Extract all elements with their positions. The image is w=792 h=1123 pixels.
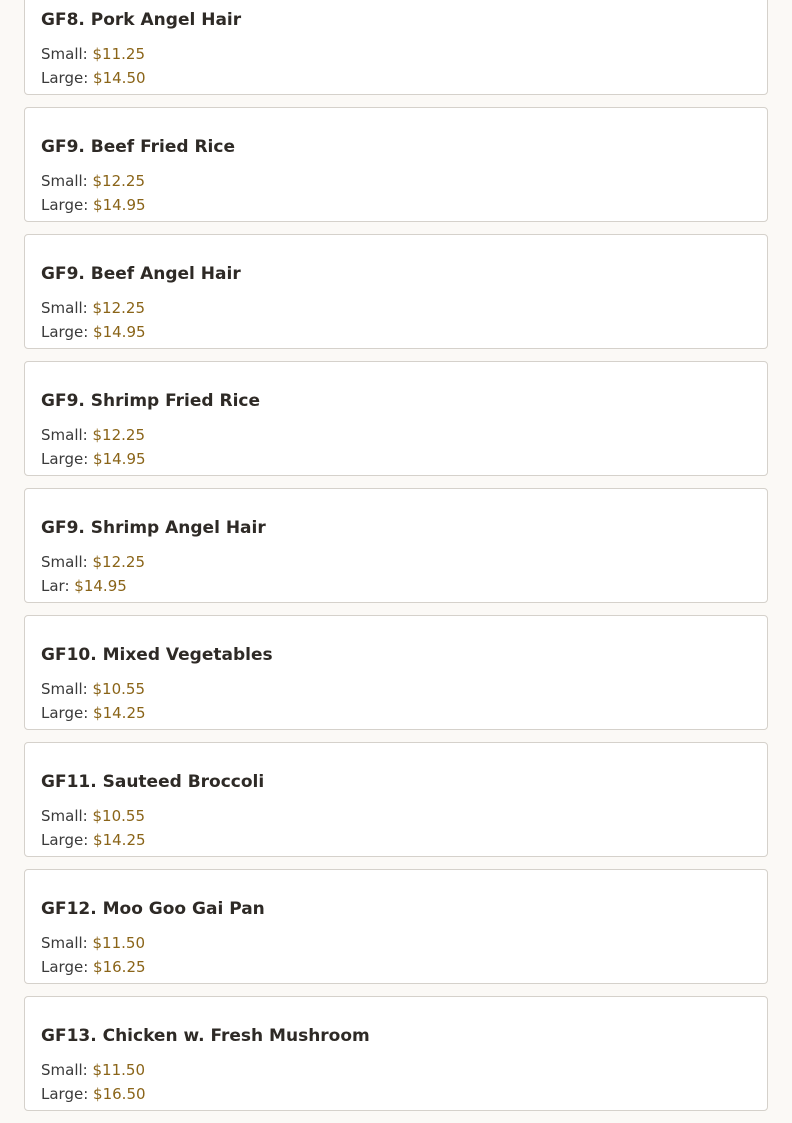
price-value: $14.95 [93, 196, 146, 214]
size-label: Small: [41, 426, 88, 444]
menu-item-name: GF9. Beef Angel Hair [41, 264, 241, 284]
size-label: Large: [41, 1085, 89, 1103]
price-row-small [41, 42, 751, 66]
price-row-large [41, 701, 751, 725]
price-row-small [41, 423, 751, 447]
menu-item-name: GF9. Shrimp Fried Rice [41, 391, 261, 411]
menu-item-name: GF13. Chicken w. Fresh Mushroom [41, 1026, 370, 1046]
price-value: $16.25 [93, 958, 146, 976]
menu-item-card[interactable] [24, 742, 768, 857]
menu-item-name: GF12. Moo Goo Gai Pan [41, 899, 265, 919]
menu-item-card[interactable] [24, 996, 768, 1111]
size-label: Small: [41, 45, 88, 63]
price-value: $11.50 [92, 934, 145, 952]
price-row-small [41, 296, 751, 320]
menu-item-name: GF11. Sauteed Broccoli [41, 772, 265, 792]
menu-item-name: GF8. Pork Angel Hair [41, 10, 242, 30]
price-row-small [41, 1058, 751, 1082]
price-value: $16.50 [93, 1085, 146, 1103]
price-value: $14.95 [93, 323, 146, 341]
size-label: Small: [41, 934, 88, 952]
size-label: Small: [41, 299, 88, 317]
price-value: $14.95 [74, 577, 127, 595]
price-row-large [41, 193, 751, 217]
price-row-small [41, 677, 751, 701]
menu-item-name: GF9. Beef Fried Rice [41, 137, 235, 157]
price-row-large [41, 828, 751, 852]
price-row-small [41, 931, 751, 955]
menu-item-list [24, 0, 768, 1123]
size-label: Small: [41, 553, 88, 571]
menu-item-name: GF9. Shrimp Angel Hair [41, 518, 266, 538]
price-value: $14.50 [93, 69, 146, 87]
size-label: Small: [41, 172, 88, 190]
size-label: Lar: [41, 577, 70, 595]
size-label: Large: [41, 704, 89, 722]
price-value: $12.25 [92, 426, 145, 444]
size-label: Large: [41, 450, 89, 468]
price-row-large [41, 574, 751, 598]
size-label: Large: [41, 831, 89, 849]
price-row-small [41, 169, 751, 193]
menu-item-card[interactable] [24, 615, 768, 730]
price-row-large [41, 447, 751, 471]
menu-item-card[interactable] [24, 234, 768, 349]
price-row-large [41, 320, 751, 344]
size-label: Small: [41, 807, 88, 825]
price-value: $11.25 [92, 45, 145, 63]
size-label: Large: [41, 323, 89, 341]
price-value: $14.25 [93, 704, 146, 722]
price-value: $12.25 [92, 553, 145, 571]
menu-item-card[interactable] [24, 107, 768, 222]
price-value: $14.95 [93, 450, 146, 468]
size-label: Large: [41, 196, 89, 214]
menu-item-card[interactable] [24, 361, 768, 476]
size-label: Small: [41, 1061, 88, 1079]
menu-item-card[interactable] [24, 488, 768, 603]
price-value: $10.55 [92, 680, 145, 698]
size-label: Large: [41, 69, 89, 87]
price-row-small [41, 804, 751, 828]
menu-item-card[interactable] [24, 0, 768, 95]
price-row-large [41, 66, 751, 90]
size-label: Large: [41, 958, 89, 976]
price-row-small [41, 550, 751, 574]
menu-item-card[interactable] [24, 869, 768, 984]
price-row-large [41, 1082, 751, 1106]
price-value: $12.25 [92, 172, 145, 190]
price-value: $12.25 [92, 299, 145, 317]
menu-item-name: GF10. Mixed Vegetables [41, 645, 273, 665]
size-label: Small: [41, 680, 88, 698]
price-value: $11.50 [92, 1061, 145, 1079]
price-row-large [41, 955, 751, 979]
price-value: $14.25 [93, 831, 146, 849]
price-value: $10.55 [92, 807, 145, 825]
